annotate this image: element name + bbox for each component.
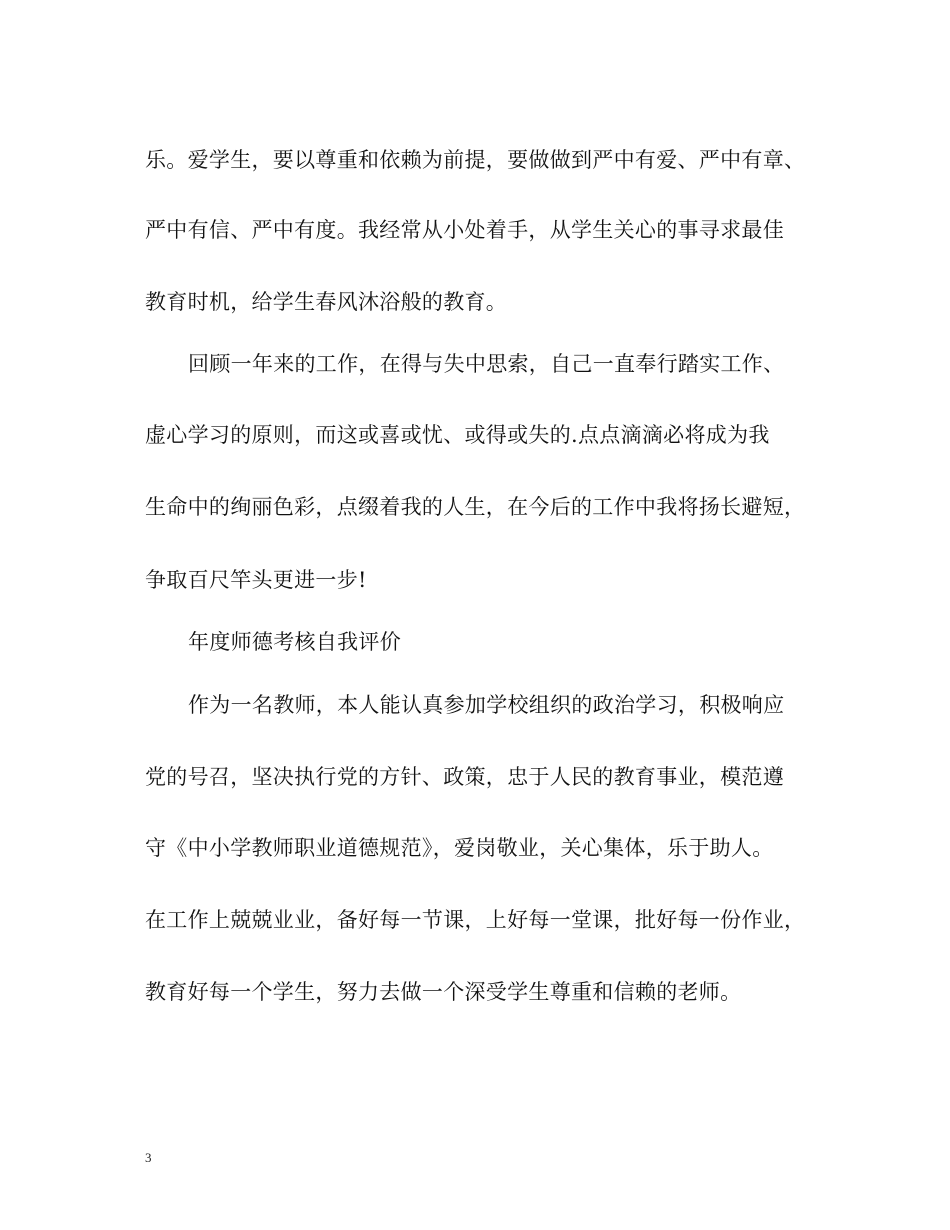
paragraph-1-line-1: 乐。爱学生，要以尊重和依赖为前提，要做做到严中有爱、严中有章、 (145, 148, 806, 172)
page-number: 3 (145, 1150, 152, 1165)
paragraph-3-line-4: 在工作上兢兢业业，备好每一节课，上好每一堂课，批好每一份作业， (145, 908, 806, 932)
paragraph-1-line-2: 严中有信、严中有度。我经常从小处着手，从学生关心的事寻求最佳 (145, 218, 784, 242)
paragraph-3-line-5: 教育好每一个学生，努力去做一个深受学生尊重和信赖的老师。 (145, 980, 742, 1004)
paragraph-2-line-2: 虚心学习的原则，而这或喜或忧、或得或失的.点点滴滴必将成为我 (145, 423, 770, 447)
paragraph-3-line-2: 党的号召，坚决执行党的方针、政策，忠于人民的教育事业，模范遵 (145, 765, 784, 789)
section-title: 年度师德考核自我评价 (188, 630, 401, 654)
paragraph-2-line-1: 回顾一年来的工作，在得与失中思索，自己一直奉行踏实工作、 (188, 352, 785, 376)
paragraph-3-line-1: 作为一名教师，本人能认真参加学校组织的政治学习，积极响应 (188, 693, 785, 717)
paragraph-1-line-3: 教育时机，给学生春风沐浴般的教育。 (145, 290, 508, 314)
paragraph-2-line-4: 争取百尺竿头更进一步! (145, 568, 367, 592)
paragraph-2-line-3: 生命中的绚丽色彩，点缀着我的人生，在今后的工作中我将扬长避短， (145, 495, 806, 519)
paragraph-3-line-3: 守《中小学教师职业道德规范》，爱岗敬业，关心集体，乐于助人。 (145, 836, 774, 860)
